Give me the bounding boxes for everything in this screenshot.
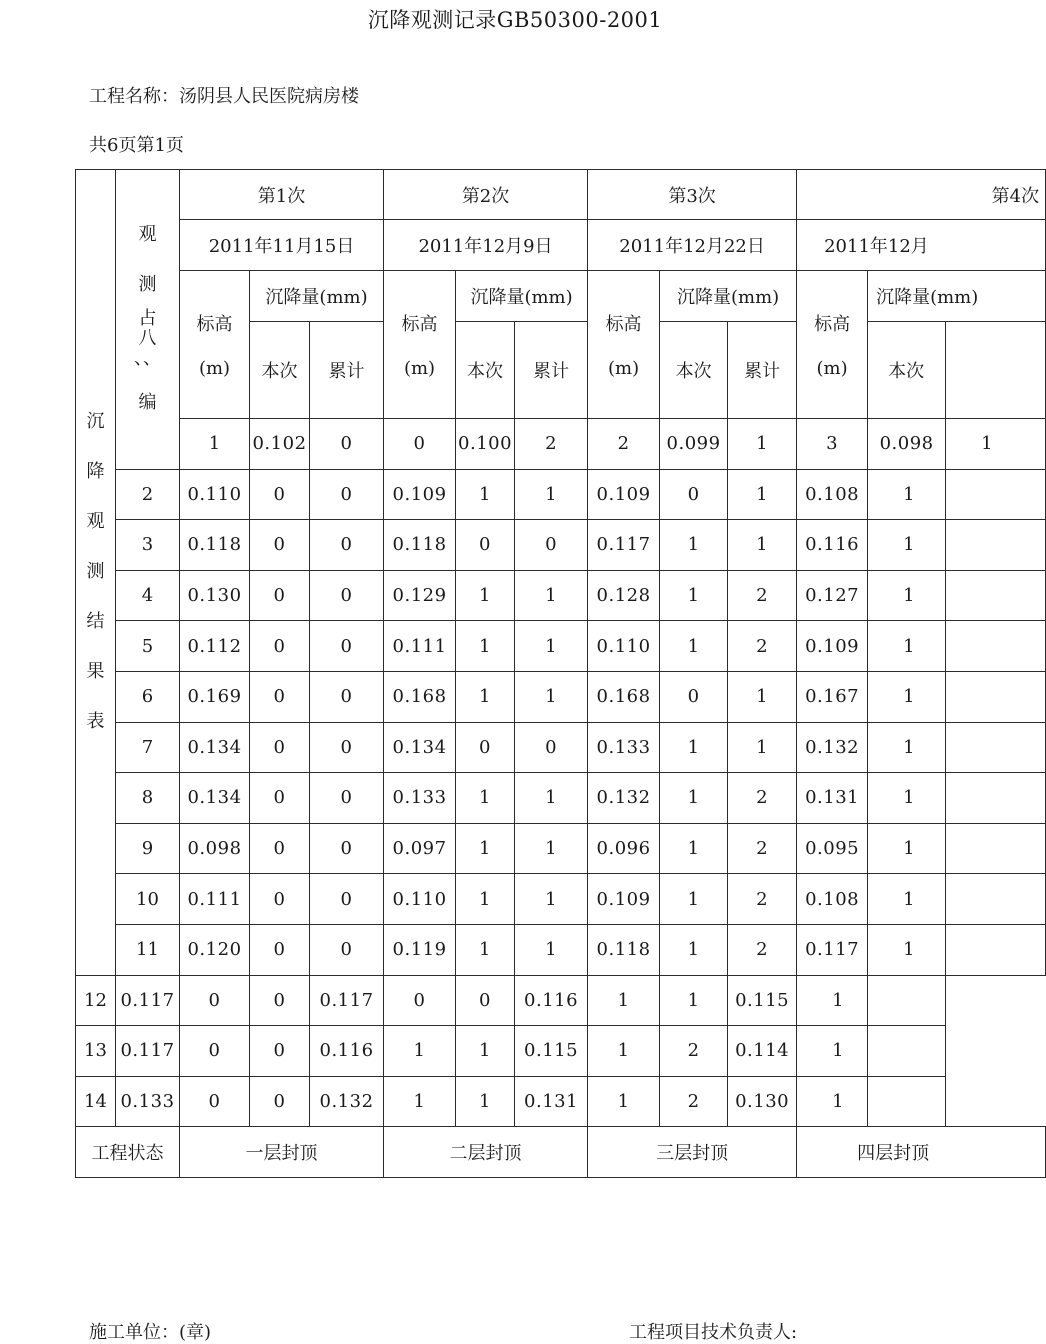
cumulative-cell: 1	[660, 975, 728, 1026]
this-time-cell: 0	[250, 773, 310, 824]
elevation-cell: 0.108	[797, 469, 868, 520]
obs-header-char: 占	[138, 308, 157, 330]
cumulative-cell: 0	[250, 1026, 310, 1077]
elevation-cell: 0.111	[384, 621, 456, 672]
this-time-cell: 1	[660, 924, 728, 975]
this-time-cell: 1	[456, 773, 515, 824]
this-time-cell: 1	[868, 469, 946, 520]
this-time-header: 本次	[456, 322, 515, 419]
period-date: 2011年12月	[797, 220, 1046, 271]
this-time-cell: 1	[660, 570, 728, 621]
elevation-cell: 0.109	[797, 621, 868, 672]
elevation-cell: 0.117	[116, 975, 180, 1026]
elevation-cell: 0.109	[588, 469, 660, 520]
period-label: 第2次	[384, 170, 588, 220]
table-row	[76, 874, 1046, 925]
elevation-cell: 0.133	[116, 1076, 180, 1127]
status-row	[76, 1127, 1046, 1178]
cumulative-cell: 0	[310, 621, 384, 672]
this-time-cell: 1	[456, 874, 515, 925]
this-time-cell: 1	[588, 975, 660, 1026]
cumulative-cell: 1	[728, 722, 797, 773]
elevation-cell: 0.116	[515, 975, 588, 1026]
cumulative-cell: 1	[515, 874, 588, 925]
elevation-cell: 0.110	[588, 621, 660, 672]
elevation-cell: 0.119	[384, 924, 456, 975]
cumulative-cell: 2	[728, 823, 797, 874]
elevation-header: 标高 (m)	[384, 271, 456, 419]
elevation-cell: 0.132	[588, 773, 660, 824]
this-time-cell: 1	[868, 773, 946, 824]
elevation-cell: 0.115	[515, 1026, 588, 1077]
cumulative-cell: 0	[456, 975, 515, 1026]
elevation-cell: 0.098	[180, 823, 250, 874]
this-time-header: 本次	[250, 322, 310, 419]
period-label: 第3次	[588, 170, 797, 220]
table-row	[76, 621, 1046, 672]
cumulative-cell	[946, 924, 1046, 975]
cumulative-cell: 2	[728, 874, 797, 925]
elevation-cell: 0.169	[180, 671, 250, 722]
this-time-header: 本次	[868, 322, 946, 419]
this-time-cell: 0	[250, 621, 310, 672]
cumulative-cell: 1	[728, 671, 797, 722]
elevation-header: 标高 (m)	[588, 271, 660, 419]
point-number: 12	[76, 975, 116, 1026]
cumulative-cell: 0	[310, 874, 384, 925]
elevation-cell: 0.112	[180, 621, 250, 672]
this-time-cell: 1	[868, 570, 946, 621]
cumulative-cell: 1	[515, 924, 588, 975]
side-label-char: 结	[86, 611, 105, 633]
elevation-cell: 0.099	[660, 419, 728, 470]
elevation-cell: 0.133	[384, 773, 456, 824]
elevation-cell: 0.130	[728, 1076, 797, 1127]
elevation-cell: 0.116	[310, 1026, 384, 1077]
elevation-cell: 0.129	[384, 570, 456, 621]
this-time-cell: 1	[868, 722, 946, 773]
construction-unit: 施工单位：(章)	[89, 1322, 212, 1343]
this-time-cell: 0	[250, 874, 310, 925]
cumulative-cell: 0	[310, 520, 384, 571]
status-value: 四层封顶	[797, 1127, 1046, 1178]
this-time-cell: 0	[250, 823, 310, 874]
table-row	[76, 469, 1046, 520]
header-row-settlement	[76, 271, 1046, 322]
elevation-cell: 0.133	[588, 722, 660, 773]
point-number: 13	[76, 1026, 116, 1077]
obs-header-char: 测	[138, 274, 157, 296]
point-number: 7	[116, 722, 180, 773]
technical-lead: 工程项目技术负责人:	[629, 1322, 798, 1343]
cumulative-cell: 1	[515, 773, 588, 824]
elevation-cell: 0.118	[588, 924, 660, 975]
cumulative-cell: 0	[515, 722, 588, 773]
elevation-cell: 0.109	[384, 469, 456, 520]
cumulative-cell	[946, 773, 1046, 824]
table-row	[76, 823, 1046, 874]
elevation-cell: 0.098	[868, 419, 946, 470]
this-time-cell: 2	[515, 419, 588, 470]
table-row	[76, 570, 1046, 621]
cumulative-cell: 2	[728, 924, 797, 975]
elevation-cell: 0.167	[797, 671, 868, 722]
this-time-cell: 0	[384, 975, 456, 1026]
this-time-cell: 1	[797, 975, 868, 1026]
this-time-cell: 1	[728, 419, 797, 470]
table-row	[76, 520, 1046, 571]
elevation-cell: 0.131	[797, 773, 868, 824]
project-name: 工程名称：汤阴县人民医院病房楼	[89, 86, 359, 107]
this-time-cell: 1	[384, 1026, 456, 1077]
point-number: 4	[116, 570, 180, 621]
status-label: 工程状态	[76, 1127, 180, 1178]
period-label: 第4次	[797, 170, 1046, 220]
cumulative-cell: 0	[384, 419, 456, 470]
table-row	[76, 1026, 1046, 1077]
cumulative-cell: 0	[250, 975, 310, 1026]
this-time-cell: 0	[250, 520, 310, 571]
this-time-cell: 1	[456, 671, 515, 722]
this-time-cell: 1	[384, 1076, 456, 1127]
this-time-header: 本次	[660, 322, 728, 419]
elevation-cell: 0.131	[515, 1076, 588, 1127]
elevation-cell: 0.096	[588, 823, 660, 874]
cumulative-cell: 0	[310, 570, 384, 621]
elevation-cell: 0.117	[797, 924, 868, 975]
obs-header-char: 、、	[134, 348, 161, 370]
elevation-cell: 0.114	[728, 1026, 797, 1077]
elevation-header: 标高 (m)	[797, 271, 868, 419]
elevation-cell: 0.116	[797, 520, 868, 571]
obs-header-char: 编	[138, 392, 157, 414]
elevation-cell: 0.134	[180, 773, 250, 824]
cumulative-cell: 1	[728, 469, 797, 520]
page-info: 共6页第1页	[89, 135, 184, 156]
settlement-header: 沉降量(mm)	[868, 271, 1046, 322]
status-value: 一层封顶	[180, 1127, 384, 1178]
cumulative-cell: 3	[797, 419, 868, 470]
status-value: 三层封顶	[588, 1127, 797, 1178]
table-row	[76, 671, 1046, 722]
obs-point-header	[116, 170, 180, 470]
cumulative-cell	[946, 823, 1046, 874]
point-number: 8	[116, 773, 180, 824]
side-label-char: 表	[86, 711, 105, 733]
this-time-cell: 1	[456, 621, 515, 672]
this-time-cell: 1	[588, 1026, 660, 1077]
cumulative-cell	[868, 1076, 946, 1127]
elevation-cell: 0.117	[588, 520, 660, 571]
point-number: 2	[116, 469, 180, 520]
cumulative-cell: 2	[728, 773, 797, 824]
document-title: 沉降观测记录GB50300-2001	[367, 8, 663, 32]
point-number: 11	[116, 924, 180, 975]
elevation-cell: 0.117	[116, 1026, 180, 1077]
table-row	[76, 419, 1046, 470]
this-time-cell: 0	[180, 1076, 250, 1127]
cumulative-cell: 0	[310, 924, 384, 975]
this-time-cell: 1	[797, 1076, 868, 1127]
elevation-cell: 0.134	[384, 722, 456, 773]
cumulative-cell: 1	[515, 823, 588, 874]
cumulative-cell: 1	[515, 570, 588, 621]
settlement-header: 沉降量(mm)	[660, 271, 797, 322]
table-row	[76, 773, 1046, 824]
settlement-header: 沉降量(mm)	[456, 271, 588, 322]
cumulative-cell	[946, 570, 1046, 621]
this-time-cell: 1	[660, 823, 728, 874]
cumulative-cell: 0	[310, 469, 384, 520]
cumulative-cell: 0	[515, 520, 588, 571]
settlement-header: 沉降量(mm)	[250, 271, 384, 322]
this-time-cell: 1	[868, 520, 946, 571]
this-time-cell: 0	[250, 722, 310, 773]
table-row	[76, 924, 1046, 975]
elevation-cell: 0.120	[180, 924, 250, 975]
cumulative-cell: 1	[515, 621, 588, 672]
this-time-cell: 1	[660, 621, 728, 672]
elevation-cell: 0.111	[180, 874, 250, 925]
this-time-cell: 1	[868, 671, 946, 722]
this-time-cell: 1	[868, 924, 946, 975]
cumulative-header: 累计	[310, 322, 384, 419]
cumulative-cell: 0	[310, 722, 384, 773]
this-time-cell: 0	[456, 722, 515, 773]
cumulative-cell	[946, 520, 1046, 571]
cumulative-cell	[868, 975, 946, 1026]
cumulative-cell	[946, 469, 1046, 520]
this-time-cell: 1	[456, 924, 515, 975]
this-time-cell: 0	[250, 671, 310, 722]
cumulative-cell	[946, 621, 1046, 672]
elevation-cell: 0.127	[797, 570, 868, 621]
point-number: 6	[116, 671, 180, 722]
point-number: 14	[76, 1076, 116, 1127]
point-number: 9	[116, 823, 180, 874]
table-row	[76, 722, 1046, 773]
cumulative-cell: 0	[250, 1076, 310, 1127]
obs-header-char: 观	[138, 224, 157, 246]
elevation-cell: 0.168	[588, 671, 660, 722]
cumulative-cell: 2	[660, 1026, 728, 1077]
this-time-cell: 0	[310, 419, 384, 470]
cumulative-header	[946, 322, 1046, 419]
side-label-char: 沉	[86, 411, 105, 433]
this-time-cell: 1	[660, 722, 728, 773]
elevation-cell: 0.097	[384, 823, 456, 874]
table-row	[76, 1076, 1046, 1127]
point-number: 10	[116, 874, 180, 925]
header-row-date	[76, 220, 1046, 271]
cumulative-cell	[868, 1026, 946, 1077]
cumulative-header: 累计	[728, 322, 797, 419]
elevation-cell: 0.095	[797, 823, 868, 874]
cumulative-cell	[946, 671, 1046, 722]
cumulative-cell	[946, 722, 1046, 773]
this-time-cell: 1	[868, 621, 946, 672]
this-time-cell: 0	[660, 469, 728, 520]
point-number: 5	[116, 621, 180, 672]
cumulative-cell: 1	[456, 1026, 515, 1077]
elevation-cell: 0.118	[180, 520, 250, 571]
elevation-cell: 0.100	[456, 419, 515, 470]
this-time-cell: 1	[456, 469, 515, 520]
elevation-cell: 0.118	[384, 520, 456, 571]
this-time-cell: 1	[588, 1076, 660, 1127]
obs-header-char: 八	[138, 328, 157, 350]
period-date: 2011年12月9日	[384, 220, 588, 271]
period-date: 2011年11月15日	[180, 220, 384, 271]
side-label-char: 测	[86, 561, 105, 583]
elevation-cell: 0.117	[310, 975, 384, 1026]
cumulative-cell: 1	[515, 671, 588, 722]
elevation-cell: 0.132	[310, 1076, 384, 1127]
cumulative-cell: 1	[515, 469, 588, 520]
this-time-cell: 1	[660, 773, 728, 824]
elevation-cell: 0.132	[797, 722, 868, 773]
period-date: 2011年12月22日	[588, 220, 797, 271]
this-time-cell: 1	[660, 520, 728, 571]
cumulative-header: 累计	[515, 322, 588, 419]
this-time-cell: 0	[250, 924, 310, 975]
side-label-char: 果	[86, 661, 105, 683]
cumulative-cell: 0	[310, 671, 384, 722]
side-label-char: 降	[86, 461, 105, 483]
cumulative-cell: 0	[310, 823, 384, 874]
side-label-char: 观	[86, 511, 105, 533]
point-number: 3	[116, 520, 180, 571]
elevation-cell: 0.128	[588, 570, 660, 621]
elevation-cell: 0.110	[384, 874, 456, 925]
cumulative-cell: 1	[728, 520, 797, 571]
elevation-cell: 0.102	[250, 419, 310, 470]
cumulative-cell: 2	[588, 419, 660, 470]
this-time-cell: 0	[250, 469, 310, 520]
table-row	[76, 975, 1046, 1026]
elevation-cell: 0.168	[384, 671, 456, 722]
cumulative-cell: 1	[456, 1076, 515, 1127]
elevation-cell: 0.108	[797, 874, 868, 925]
cumulative-cell	[946, 874, 1046, 925]
elevation-cell: 0.130	[180, 570, 250, 621]
this-time-cell: 0	[456, 520, 515, 571]
elevation-cell: 0.109	[588, 874, 660, 925]
elevation-cell: 0.115	[728, 975, 797, 1026]
point-number: 1	[180, 419, 250, 470]
this-time-cell: 1	[660, 874, 728, 925]
this-time-cell: 0	[250, 570, 310, 621]
this-time-cell: 0	[180, 1026, 250, 1077]
this-time-cell: 1	[946, 419, 1046, 470]
cumulative-cell: 2	[660, 1076, 728, 1127]
header-row-period	[76, 170, 1046, 220]
cumulative-cell: 2	[728, 621, 797, 672]
this-time-cell: 0	[180, 975, 250, 1026]
cumulative-cell: 2	[728, 570, 797, 621]
this-time-cell: 1	[456, 823, 515, 874]
status-value: 二层封顶	[384, 1127, 588, 1178]
period-label: 第1次	[180, 170, 384, 220]
elevation-cell: 0.134	[180, 722, 250, 773]
elevation-cell: 0.110	[180, 469, 250, 520]
cumulative-cell: 0	[310, 773, 384, 824]
elevation-header: 标高 (m)	[180, 271, 250, 419]
this-time-cell: 1	[456, 570, 515, 621]
settlement-table	[75, 169, 1046, 1178]
this-time-cell: 1	[868, 874, 946, 925]
this-time-cell: 0	[660, 671, 728, 722]
this-time-cell: 1	[797, 1026, 868, 1077]
side-label	[76, 170, 116, 976]
this-time-cell: 1	[868, 823, 946, 874]
